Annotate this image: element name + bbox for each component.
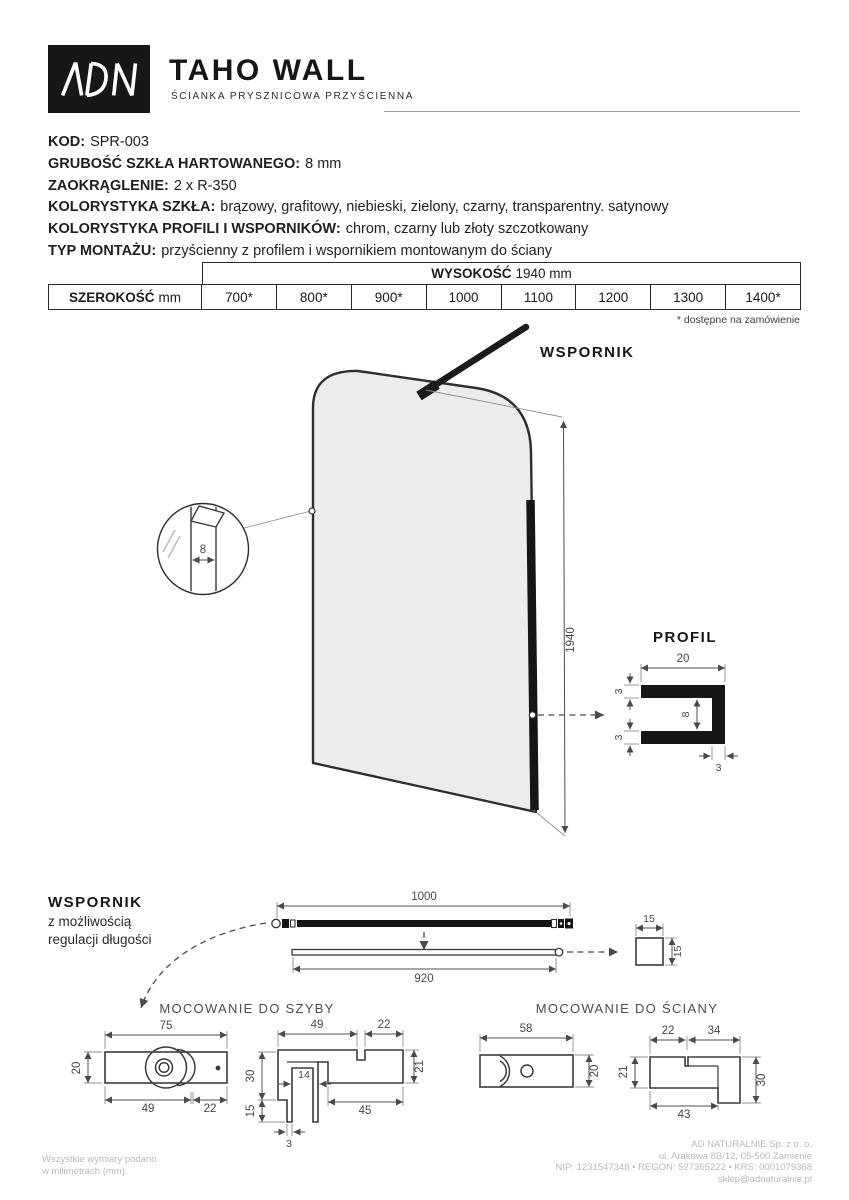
spec-label: TYP MONTAŻU: bbox=[48, 242, 157, 259]
width-row-label-cell bbox=[48, 284, 202, 310]
wspornik-section bbox=[48, 891, 684, 1008]
wspornik-subtitle-2: regulacji długości bbox=[48, 932, 152, 947]
dim-label-45: 45 bbox=[358, 1105, 372, 1117]
height-header-cell bbox=[202, 262, 801, 285]
spec-row-typ-montazu bbox=[48, 241, 669, 263]
dim-label-49: 49 bbox=[141, 1103, 155, 1115]
width-value-cell: 1300 bbox=[650, 284, 726, 310]
dim-label-profil-inner: 8 bbox=[680, 711, 692, 718]
width-value-cell: 1400* bbox=[725, 284, 801, 310]
dim-label-20: 20 bbox=[71, 1061, 83, 1075]
dim-label-side-49: 49 bbox=[310, 1019, 324, 1031]
dim-label-22: 22 bbox=[203, 1103, 217, 1115]
width-value-cell: 900* bbox=[351, 284, 427, 310]
dimensions-note-line1: Wszystkie wymiary podano bbox=[42, 1154, 157, 1165]
table-footnote: * dostępne na zamówienie bbox=[676, 314, 800, 326]
glass-mount-top-view bbox=[105, 1052, 227, 1083]
spec-row-kolorystyka-szkla bbox=[48, 197, 669, 219]
spec-row-kolorystyka-profili bbox=[48, 219, 669, 241]
glass-mount-section bbox=[71, 1001, 426, 1148]
dim-label-30: 30 bbox=[245, 1069, 257, 1083]
dim-label-glass-8: 8 bbox=[199, 544, 207, 556]
company-name: AD NATURALNIE Sp. z o. o. bbox=[691, 1139, 812, 1150]
wall-mount-top-view bbox=[480, 1055, 573, 1087]
spec-value: SPR-003 bbox=[90, 134, 149, 150]
width-value-cell: 700* bbox=[201, 284, 277, 310]
dim-label-side-22: 22 bbox=[377, 1019, 391, 1031]
spec-label: KOLORYSTYKA PROFILI I WSPORNIKÓW: bbox=[48, 221, 341, 238]
spec-value: chrom, czarny lub złoty szczotkowany bbox=[345, 221, 589, 238]
profil-title: PROFIL bbox=[653, 629, 717, 646]
brand-logo-box bbox=[48, 45, 150, 113]
company-email: sklep@adnaturalnie.pl bbox=[717, 1173, 812, 1185]
width-value-cell: 1100 bbox=[501, 284, 577, 310]
spec-label: ZAOKRĄGLENIE: bbox=[48, 177, 169, 194]
dim-label-920: 920 bbox=[414, 973, 434, 985]
dim-label-sciany-30: 30 bbox=[756, 1073, 768, 1087]
wall-mount-title: MOCOWANIE DO ŚCIANY bbox=[535, 1001, 719, 1016]
dim-label-sciany-20: 20 bbox=[589, 1064, 601, 1078]
dimensions-note bbox=[42, 1154, 157, 1177]
header-divider bbox=[384, 111, 800, 112]
height-header-label: WYSOKOŚĆ bbox=[431, 266, 512, 281]
width-value-cell: 800* bbox=[276, 284, 352, 310]
height-header-value: 1940 mm bbox=[515, 266, 572, 281]
product-specs bbox=[48, 132, 669, 263]
dim-label-1940: 1940 bbox=[565, 627, 577, 653]
dim-label-14: 14 bbox=[298, 1069, 310, 1081]
width-row-unit: mm bbox=[158, 289, 181, 305]
size-table bbox=[48, 262, 801, 310]
dim-label-profil-flange-bottom: 3 bbox=[613, 734, 625, 741]
spec-row-kod bbox=[48, 132, 669, 154]
width-row-label: SZEROKOŚĆ bbox=[68, 289, 155, 305]
glass-mount-side-view bbox=[278, 1050, 403, 1122]
dim-label-34: 34 bbox=[707, 1025, 721, 1037]
spec-value: przyścienny z profilem i wspornikiem montowanym do ściany bbox=[161, 242, 553, 259]
company-address: ul. Arakowa 8B/12, 05-500 Zamienie bbox=[658, 1150, 812, 1162]
dim-label-sciany-21: 21 bbox=[618, 1065, 630, 1079]
company-registry: NIP: 1231547348 • REGON: 527365222 • KRS: 0001079368 bbox=[555, 1162, 812, 1173]
spec-row-zaokraglenie bbox=[48, 176, 669, 198]
width-value-cell: 1200 bbox=[575, 284, 651, 310]
spec-value: brązowy, grafitowy, niebieski, zielony, czarny, transparentny. satynowy bbox=[220, 199, 669, 216]
wspornik-callout-label: WSPORNIK bbox=[540, 344, 635, 361]
spec-value: 2 x R-350 bbox=[173, 177, 237, 194]
dim-label-square-15w: 15 bbox=[643, 913, 655, 925]
table-header-row bbox=[48, 262, 801, 285]
company-info bbox=[556, 1139, 812, 1185]
glass-panel-shape bbox=[313, 371, 536, 812]
page-subtitle: ŚCIANKA PRYSZNICOWA PRZYŚCIENNA bbox=[171, 91, 414, 102]
dim-label-43: 43 bbox=[677, 1109, 691, 1121]
page-title: TAHO WALL bbox=[169, 54, 368, 87]
spec-label: GRUBOŚĆ SZKŁA HARTOWANEGO: bbox=[48, 155, 301, 172]
glass-thickness-detail bbox=[158, 503, 316, 595]
wspornik-section-title: WSPORNIK bbox=[48, 894, 143, 911]
dim-label-1000: 1000 bbox=[411, 891, 437, 903]
spec-row-grubosc bbox=[48, 154, 669, 176]
spec-label: KOLORYSTYKA SZKŁA: bbox=[48, 199, 216, 216]
wall-profile-bar bbox=[531, 500, 535, 810]
wall-mount-side-view bbox=[650, 1057, 740, 1103]
dim-label-15: 15 bbox=[245, 1104, 257, 1118]
dim-label-sciany-22: 22 bbox=[661, 1025, 675, 1037]
dim-label-square-15h: 15 bbox=[672, 945, 684, 958]
rod-cross-section bbox=[636, 938, 663, 965]
dim-label-75: 75 bbox=[159, 1020, 173, 1032]
spec-value: 8 mm bbox=[305, 155, 342, 172]
dim-label-21: 21 bbox=[414, 1060, 426, 1073]
bracket-rod bbox=[425, 327, 526, 392]
table-width-row bbox=[48, 285, 801, 310]
spec-label: KOD: bbox=[48, 134, 86, 150]
glass-mount-title: MOCOWANIE DO SZYBY bbox=[159, 1001, 335, 1016]
glass-panel-drawing bbox=[313, 327, 635, 836]
wspornik-subtitle-1: z możliwością bbox=[48, 914, 132, 929]
dim-label-profil-flange-top: 3 bbox=[613, 688, 625, 695]
dim-label-58: 58 bbox=[519, 1023, 533, 1035]
dim-label-profil-20: 20 bbox=[676, 653, 690, 665]
profil-detail bbox=[613, 629, 738, 774]
dim-label-profil-wall: 3 bbox=[715, 762, 722, 774]
dim-label-wall-3: 3 bbox=[286, 1138, 292, 1148]
dashed-pointer-curve bbox=[141, 923, 266, 1008]
bracket-rod-inner bbox=[292, 950, 556, 956]
dimensions-note-line2: w milimetrach (mm). bbox=[42, 1165, 128, 1177]
table-spacer-cell bbox=[48, 262, 202, 285]
adn-logo-icon bbox=[60, 56, 138, 102]
technical-drawing bbox=[0, 320, 849, 1148]
wall-mount-section bbox=[480, 1001, 768, 1121]
width-value-cell: 1000 bbox=[426, 284, 502, 310]
